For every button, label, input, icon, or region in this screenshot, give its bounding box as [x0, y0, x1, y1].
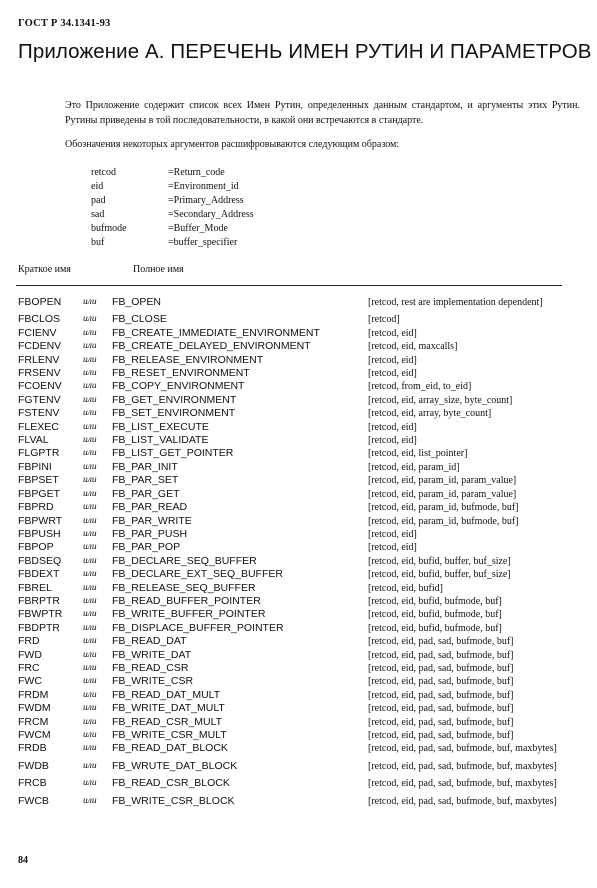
routine-row	[18, 729, 578, 742]
routine-short-name: FBDPTR	[18, 621, 60, 634]
routine-full-name: FB_WRITE_BUFFER_POINTER	[112, 608, 266, 621]
routine-short-name: FWD	[18, 648, 42, 661]
or-word: или	[83, 381, 97, 392]
routine-row	[18, 716, 578, 729]
routine-arguments: [retcod, from_eid, to_eid]	[368, 381, 472, 393]
routine-arguments: [retcod, eid, bufid, buffer, buf_size]	[368, 555, 511, 567]
routine-row	[18, 568, 578, 581]
or-word: или	[83, 502, 97, 513]
abbreviation-key: pad	[91, 195, 106, 206]
routine-table	[18, 296, 578, 808]
routine-full-name: FB_RELEASE_ENVIRONMENT	[112, 353, 264, 366]
routine-full-name: FB_WRITE_CSR	[112, 675, 194, 688]
routine-full-name: FB_WRITE_CSR_MULT	[112, 729, 227, 741]
routine-short-name: FRCM	[18, 715, 49, 728]
routine-short-name: FWC	[18, 675, 42, 688]
routine-arguments: [retcod, eid, pad, sad, bufmode, buf]	[368, 649, 514, 661]
routine-full-name: FB_PAR_SET	[112, 474, 179, 487]
routine-arguments: [retcod, eid, list_pointer]	[368, 448, 468, 460]
routine-short-name: FLGPTR	[18, 447, 60, 460]
routine-short-name: FLVAL	[18, 434, 49, 447]
routine-short-name: FWDB	[18, 759, 49, 772]
abbreviations-intro: Обозначения некоторых аргументов расшифровываются следующим образом:	[65, 139, 400, 150]
routine-full-name: FB_RESET_ENVIRONMENT	[112, 367, 250, 380]
routine-full-name: FB_READ_DAT_BLOCK	[112, 742, 228, 755]
or-word: или	[83, 354, 97, 365]
routine-full-name: FB_CLOSE	[112, 313, 167, 326]
routine-full-name: FB_PAR_READ	[112, 501, 188, 514]
routine-row	[18, 380, 578, 393]
or-word: или	[83, 662, 97, 673]
routine-short-name: FBCLOS	[18, 313, 61, 326]
routine-arguments: [retcod, eid, pad, sad, bufmode, buf]	[368, 636, 514, 648]
routine-full-name: FB_WRUTE_DAT_BLOCK	[112, 759, 238, 772]
routine-full-name: FB_OPEN	[112, 296, 162, 308]
routine-short-name: FRC	[18, 661, 40, 674]
routine-short-name: FBPRD	[18, 501, 54, 514]
routine-short-name: FBPOP	[18, 541, 54, 554]
page-title: Приложение А. ПЕРЕЧЕНЬ ИМЕН РУТИН И ПАРАМЕТРОВ	[18, 40, 592, 63]
routine-full-name: FB_PAR_INIT	[112, 460, 178, 473]
or-word: или	[83, 297, 97, 307]
routine-arguments: [retcod, rest are implementation dependent]	[368, 297, 543, 308]
routine-row	[18, 689, 578, 702]
routine-arguments: [retcod, eid, pad, sad, bufmode, buf]	[368, 716, 514, 728]
routine-full-name: FB_CREATE_IMMEDIATE_ENVIRONMENT	[112, 326, 320, 339]
routine-arguments: [retcod, eid, param_id, bufmode, buf]	[368, 515, 519, 527]
routine-arguments: [retcod, eid]	[368, 327, 417, 339]
routine-short-name: FRDB	[18, 742, 47, 755]
routine-full-name: FB_GET_ENVIRONMENT	[112, 393, 237, 406]
routine-row	[18, 608, 578, 621]
routine-arguments: [retcod]	[368, 314, 400, 326]
routine-arguments: [retcod, eid, pad, sad, bufmode, buf]	[368, 662, 514, 674]
routine-row	[18, 461, 578, 474]
routine-row	[18, 675, 578, 688]
routine-short-name: FWCM	[18, 729, 51, 741]
routine-short-name: FBWPTR	[18, 608, 63, 621]
or-word: или	[83, 368, 97, 379]
routine-full-name: FB_READ_BUFFER_POINTER	[112, 594, 261, 607]
routine-arguments: [retcod, eid, array, byte_count]	[368, 408, 492, 420]
routine-full-name: FB_RELEASE_SEQ_BUFFER	[112, 581, 256, 594]
routine-row	[18, 742, 578, 755]
routine-arguments: [retcod, eid, param_id, param_value]	[368, 475, 517, 487]
abbreviation-value: =Environment_id	[168, 181, 239, 192]
abbreviation-value: =Return_code	[168, 167, 225, 178]
or-word: или	[83, 703, 97, 714]
routine-short-name: FBPGET	[18, 487, 61, 500]
routine-short-name: FBRPTR	[18, 594, 60, 607]
routine-row	[18, 702, 578, 715]
routine-full-name: FB_COPY_ENVIRONMENT	[112, 380, 245, 393]
routine-arguments: [retcod, eid, array_size, byte_count]	[368, 394, 513, 406]
routine-short-name: FCIENV	[18, 326, 57, 339]
routine-short-name: FBPWRT	[18, 514, 63, 527]
routine-row	[18, 367, 578, 380]
or-word: или	[83, 569, 97, 580]
routine-arguments: [retcod, eid, pad, sad, bufmode, buf]	[368, 676, 514, 688]
abbreviation-value: =Secondary_Address	[168, 209, 254, 220]
routine-row	[18, 595, 578, 608]
routine-arguments: [retcod, eid, bufid, bufmode, buf]	[368, 622, 502, 634]
routine-arguments: [retcod, eid, pad, sad, bufmode, buf, maxbytes]	[368, 743, 557, 755]
routine-arguments: [retcod, eid]	[368, 354, 417, 366]
routine-short-name: FRD	[18, 635, 40, 648]
abbreviation-value: =buffer_specifier	[168, 237, 238, 248]
or-word: или	[83, 778, 97, 789]
routine-full-name: FB_PAR_WRITE	[112, 514, 192, 527]
routine-full-name: FB_CREATE_DELAYED_ENVIRONMENT	[112, 340, 311, 353]
abbreviation-key: buf	[91, 237, 105, 248]
routine-row	[18, 541, 578, 554]
routine-arguments: [retcod, eid, bufid, bufmode, buf]	[368, 609, 502, 621]
or-word: или	[83, 743, 97, 754]
or-word: или	[83, 327, 97, 338]
or-word: или	[83, 461, 97, 472]
or-word: или	[83, 636, 97, 647]
column-header-short-name: Краткое имя	[18, 264, 71, 275]
routine-short-name: FBPSET	[18, 474, 59, 487]
routine-arguments: [retcod, eid, pad, sad, bufmode, buf, maxbytes]	[368, 795, 557, 807]
routine-row	[18, 777, 578, 790]
routine-full-name: FB_WRITE_DAT	[112, 648, 192, 661]
abbreviation-value: =Buffer_Mode	[168, 223, 228, 234]
or-word: или	[83, 515, 97, 526]
or-word: или	[83, 394, 97, 405]
routine-short-name: FRCB	[18, 777, 47, 790]
routine-row	[18, 582, 578, 595]
routine-arguments: [retcod, eid]	[368, 368, 417, 380]
abbreviation-key: eid	[91, 181, 104, 192]
routine-short-name: FBOPEN	[18, 296, 62, 308]
or-word: или	[83, 676, 97, 687]
routine-short-name: FBDSEQ	[18, 554, 62, 567]
routine-short-name: FWDM	[18, 702, 51, 715]
routine-row	[18, 760, 578, 773]
or-word: или	[83, 488, 97, 499]
routine-full-name: FB_PAR_PUSH	[112, 527, 188, 540]
routine-arguments: [retcod, eid, param_id, bufmode, buf]	[368, 502, 519, 514]
routine-short-name: FGTENV	[18, 393, 61, 406]
routine-full-name: FB_DISPLACE_BUFFER_POINTER	[112, 621, 284, 634]
or-word: или	[83, 649, 97, 660]
routine-row	[18, 488, 578, 501]
routine-row	[18, 474, 578, 487]
standard-number: ГОСТ Р 34.1341-93	[18, 18, 111, 29]
routine-arguments: [retcod, eid, pad, sad, bufmode, buf]	[368, 703, 514, 715]
routine-short-name: FRDM	[18, 688, 49, 701]
routine-short-name: FBDEXT	[18, 568, 60, 581]
routine-row	[18, 447, 578, 460]
routine-row	[18, 795, 578, 808]
routine-row	[18, 296, 578, 309]
or-word: или	[83, 475, 97, 486]
or-word: или	[83, 689, 97, 700]
routine-full-name: FB_WRITE_CSR_BLOCK	[112, 794, 235, 807]
or-word: или	[83, 716, 97, 727]
routine-full-name: FB_DECLARE_SEQ_BUFFER	[112, 554, 257, 567]
routine-row	[18, 635, 578, 648]
routine-full-name: FB_LIST_VALIDATE	[112, 434, 209, 447]
routine-full-name: FB_LIST_EXECUTE	[112, 420, 209, 433]
routine-row	[18, 555, 578, 568]
routine-arguments: [retcod, eid]	[368, 542, 417, 554]
routine-short-name: FCDENV	[18, 340, 62, 353]
routine-full-name: FB_SET_ENVIRONMENT	[112, 407, 236, 420]
routine-arguments: [retcod, eid, bufid]	[368, 582, 443, 594]
routine-arguments: [retcod, eid, pad, sad, bufmode, buf]	[368, 730, 514, 741]
routine-arguments: [retcod, eid, param_id]	[368, 461, 460, 473]
routine-full-name: FB_READ_CSR_MULT	[112, 715, 223, 728]
routine-row	[18, 354, 578, 367]
routine-arguments: [retcod, eid, param_id, param_value]	[368, 488, 517, 500]
routine-arguments: [retcod, eid, pad, sad, bufmode, buf, maxbytes]	[368, 760, 557, 772]
abbreviation-value: =Primary_Address	[168, 195, 244, 206]
routine-short-name: FRLENV	[18, 353, 60, 366]
routine-arguments: [retcod, eid, bufid, bufmode, buf]	[368, 595, 502, 607]
or-word: или	[83, 730, 97, 740]
abbreviation-key: retcod	[91, 167, 116, 178]
routine-short-name: FLEXEC	[18, 420, 59, 433]
routine-full-name: FB_PAR_POP	[112, 541, 181, 554]
or-word: или	[83, 341, 97, 352]
or-word: или	[83, 528, 97, 539]
routine-full-name: FB_READ_DAT_MULT	[112, 688, 221, 701]
or-word: или	[83, 448, 97, 459]
routine-full-name: FB_READ_CSR_BLOCK	[112, 777, 230, 790]
or-word: или	[83, 622, 97, 633]
routine-short-name: FBPINI	[18, 460, 52, 473]
routine-full-name: FB_WRITE_DAT_MULT	[112, 702, 225, 715]
routine-full-name: FB_READ_CSR	[112, 661, 189, 674]
routine-row	[18, 649, 578, 662]
or-word: или	[83, 421, 97, 432]
or-word: или	[83, 408, 97, 419]
routine-row	[18, 394, 578, 407]
or-word: или	[83, 542, 97, 553]
routine-arguments: [retcod, eid, pad, sad, bufmode, buf]	[368, 689, 514, 701]
routine-row	[18, 501, 578, 514]
routine-row	[18, 528, 578, 541]
routine-row	[18, 662, 578, 675]
abbreviation-key: sad	[91, 209, 105, 220]
routine-row	[18, 434, 578, 447]
or-word: или	[83, 609, 97, 620]
routine-full-name: FB_DECLARE_EXT_SEQ_BUFFER	[112, 568, 283, 581]
routine-row	[18, 313, 578, 326]
routine-short-name: FBREL	[18, 581, 52, 594]
or-word: или	[83, 795, 97, 806]
routine-arguments: [retcod, eid, pad, sad, bufmode, buf, maxbytes]	[368, 778, 557, 790]
or-word: или	[83, 760, 97, 771]
routine-row	[18, 515, 578, 528]
routine-full-name: FB_READ_DAT	[112, 635, 187, 648]
routine-row	[18, 407, 578, 420]
routine-arguments: [retcod, eid]	[368, 421, 417, 433]
routine-full-name: FB_LIST_GET_POINTER	[112, 447, 234, 460]
routine-arguments: [retcod, eid]	[368, 528, 417, 540]
header-rule	[16, 285, 562, 286]
routine-short-name: FBPUSH	[18, 527, 61, 540]
routine-row	[18, 622, 578, 635]
routine-short-name: FRSENV	[18, 367, 61, 380]
routine-arguments: [retcod, eid, maxcalls]	[368, 341, 458, 353]
routine-arguments: [retcod, eid]	[368, 435, 417, 447]
abbreviation-key: bufmode	[91, 223, 127, 234]
routine-full-name: FB_PAR_GET	[112, 487, 180, 500]
routine-row	[18, 340, 578, 353]
or-word: или	[83, 595, 97, 606]
routine-row	[18, 421, 578, 434]
column-header-full-name: Полное имя	[133, 264, 184, 275]
or-word: или	[83, 555, 97, 566]
routine-row	[18, 327, 578, 340]
routine-arguments: [retcod, eid, bufid, buffer, buf_size]	[368, 569, 511, 581]
or-word: или	[83, 435, 97, 446]
or-word: или	[83, 314, 97, 325]
intro-paragraph: Это Приложение содержит список всех Имен Рутин, определенных данным стандартом, и аргументы этих Рутин. Рутины приведены в той последовательности, в какой они встречаются в стандарте.	[65, 100, 580, 126]
routine-short-name: FCOENV	[18, 380, 62, 393]
routine-short-name: FSTENV	[18, 407, 60, 420]
or-word: или	[83, 582, 97, 593]
routine-short-name: FWCB	[18, 794, 49, 807]
page-number: 84	[18, 855, 28, 866]
